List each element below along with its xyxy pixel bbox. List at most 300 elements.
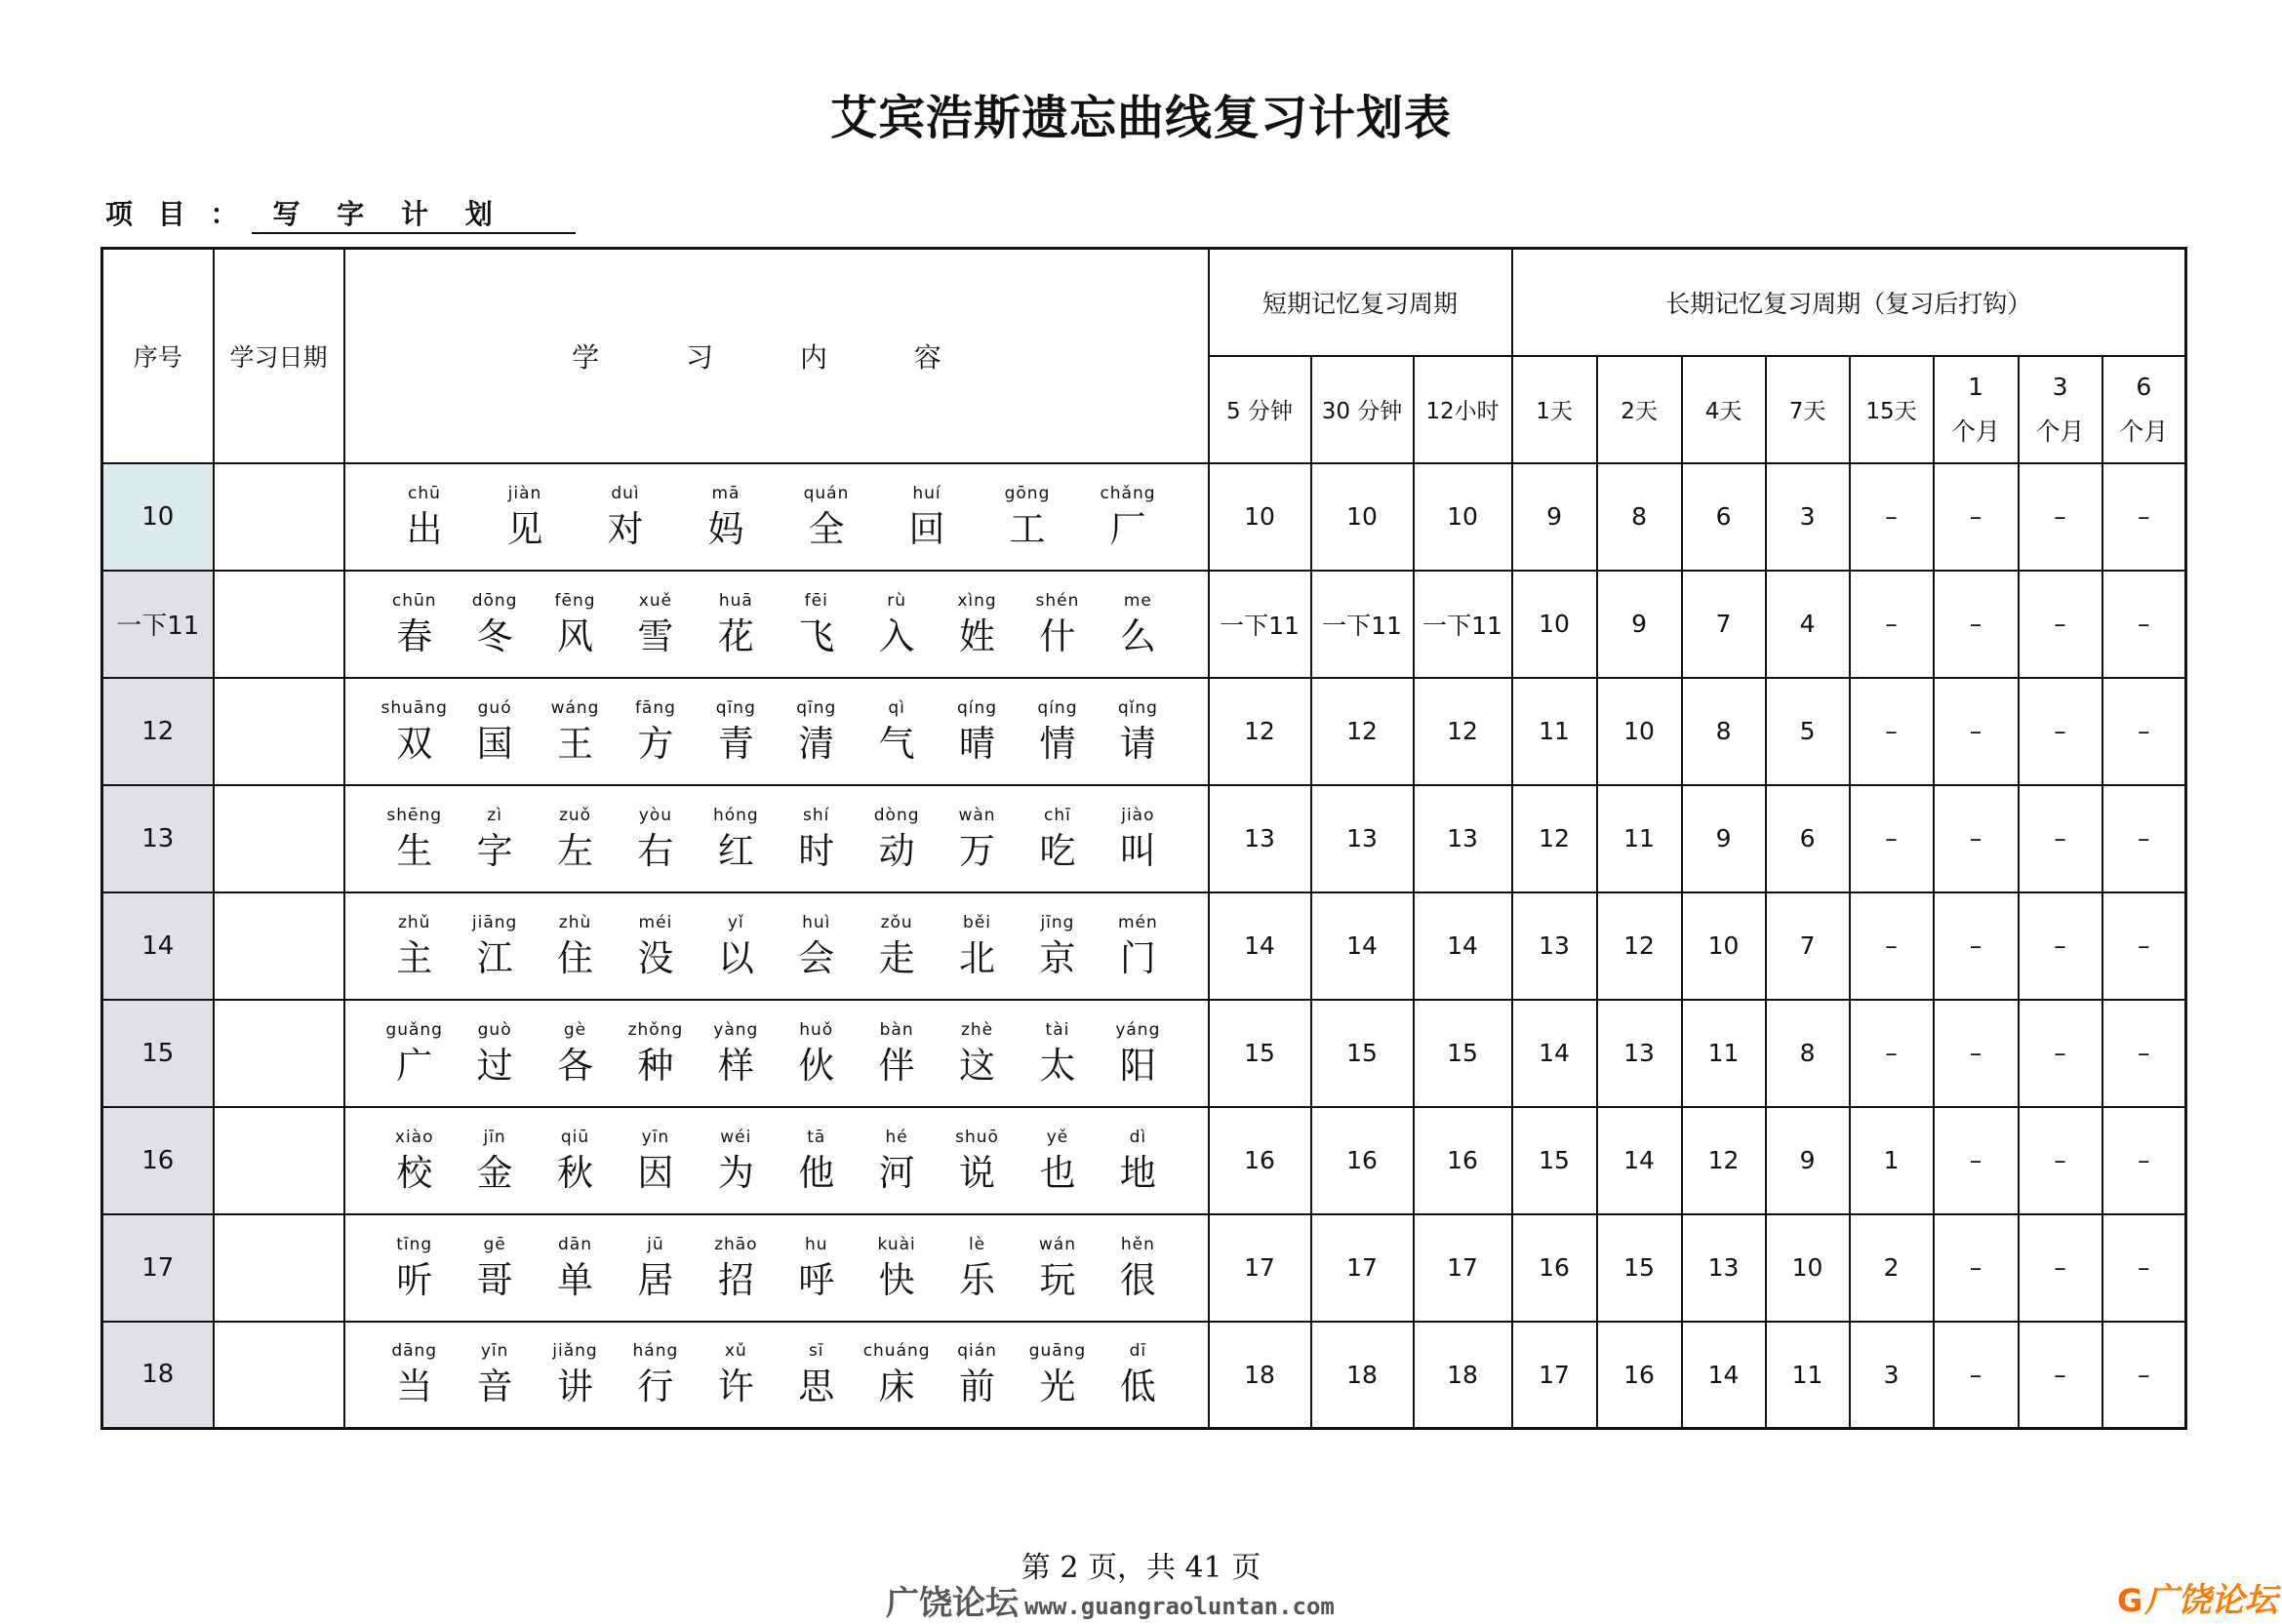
header-long-col: 2天 xyxy=(1597,356,1682,463)
char-item xyxy=(1098,695,1178,768)
short-review-cell[interactable]: 10 xyxy=(1311,463,1414,571)
project-line xyxy=(105,193,576,234)
logo-text: 广饶论坛 xyxy=(2144,1581,2278,1620)
char-list xyxy=(375,481,1179,553)
char-item xyxy=(676,481,777,553)
table-row xyxy=(102,1000,2186,1107)
short-review-cell[interactable]: 18 xyxy=(1311,1322,1414,1429)
char-item xyxy=(857,695,937,768)
month-review-cell[interactable]: – xyxy=(1934,1107,2019,1214)
short-review-cell[interactable]: 13 xyxy=(1311,785,1414,892)
char-item xyxy=(616,1017,696,1089)
page-footer: 第 2 页，共 41 页 xyxy=(1021,1551,1261,1585)
char-item xyxy=(857,1338,937,1410)
month-review-cell[interactable]: – xyxy=(1934,892,2019,1000)
long-review-cell[interactable]: – xyxy=(1850,1000,1934,1107)
long-review-cell[interactable]: 10 xyxy=(1682,892,1766,1000)
hanzi: 主 xyxy=(396,936,433,979)
hanzi: 招 xyxy=(717,1258,754,1301)
hanzi: 阳 xyxy=(1119,1044,1156,1087)
long-review-cell[interactable]: – xyxy=(1850,571,1934,678)
long-review-cell[interactable]: 15 xyxy=(1512,1107,1597,1214)
hanzi: 呼 xyxy=(798,1258,835,1301)
long-review-cell[interactable]: 9 xyxy=(1682,785,1766,892)
month-review-cell[interactable]: – xyxy=(2019,571,2102,678)
char-item xyxy=(777,1338,857,1410)
month-review-cell[interactable]: – xyxy=(1934,463,2019,571)
month-review-cell[interactable]: – xyxy=(2019,785,2102,892)
pinyin: huí xyxy=(912,483,941,503)
hanzi: 床 xyxy=(878,1366,915,1408)
hanzi: 生 xyxy=(396,829,433,872)
row-seq: 16 xyxy=(102,1107,214,1214)
table-row xyxy=(102,1107,2186,1214)
row-date-cell[interactable] xyxy=(214,1214,344,1322)
pinyin: zhǒng xyxy=(627,1019,684,1040)
pinyin: zhāo xyxy=(714,1234,758,1254)
pinyin: sī xyxy=(808,1341,824,1362)
pinyin: wán xyxy=(1038,1234,1076,1254)
char-item xyxy=(1018,1232,1098,1304)
char-item xyxy=(616,1232,696,1304)
pinyin: jīng xyxy=(1040,912,1075,932)
short-review-cell[interactable]: 12 xyxy=(1311,678,1414,785)
month-review-cell[interactable]: – xyxy=(2102,571,2186,678)
month-review-cell[interactable]: – xyxy=(2019,678,2102,785)
header-content: 学 习 内 容 xyxy=(344,249,1209,463)
long-review-cell[interactable]: 11 xyxy=(1766,1322,1850,1429)
char-item xyxy=(616,1338,696,1410)
pinyin: gōng xyxy=(1004,483,1051,503)
char-list xyxy=(375,1338,1179,1410)
hanzi: 见 xyxy=(506,507,543,550)
month-review-cell[interactable]: – xyxy=(2102,678,2186,785)
hanzi: 种 xyxy=(637,1044,674,1087)
char-item xyxy=(375,1125,455,1197)
pinyin: mā xyxy=(711,483,741,503)
hanzi: 秋 xyxy=(557,1151,594,1194)
pinyin: fēng xyxy=(554,590,596,611)
char-item xyxy=(535,588,615,660)
pinyin: chī xyxy=(1044,805,1071,825)
hanzi: 听 xyxy=(396,1258,433,1301)
hanzi: 前 xyxy=(959,1366,996,1408)
short-review-cell[interactable]: 17 xyxy=(1311,1214,1414,1322)
row-date-cell[interactable] xyxy=(214,571,344,678)
char-item xyxy=(857,910,937,982)
long-review-cell[interactable]: 6 xyxy=(1766,785,1850,892)
row-content xyxy=(344,785,1209,892)
hanzi: 王 xyxy=(557,722,594,765)
header-long-col: 15天 xyxy=(1850,356,1934,463)
hanzi: 北 xyxy=(959,936,996,979)
char-list xyxy=(375,1232,1179,1304)
watermark-url: www.guangraoluntan.com xyxy=(1024,1593,1335,1620)
char-item xyxy=(616,910,696,982)
short-review-cell[interactable]: 12 xyxy=(1414,678,1512,785)
char-item xyxy=(877,481,978,553)
hanzi: 妈 xyxy=(707,507,744,550)
long-review-cell[interactable]: 9 xyxy=(1597,571,1682,678)
long-review-cell[interactable]: 15 xyxy=(1597,1214,1682,1322)
short-review-cell[interactable]: 18 xyxy=(1209,1322,1311,1429)
long-review-cell[interactable]: 14 xyxy=(1597,1107,1682,1214)
pinyin: chǎng xyxy=(1100,483,1156,503)
month-review-cell[interactable]: – xyxy=(2102,1214,2186,1322)
row-date-cell[interactable] xyxy=(214,785,344,892)
month-review-cell[interactable]: – xyxy=(2019,1000,2102,1107)
month-review-cell[interactable]: – xyxy=(2019,463,2102,571)
long-review-cell[interactable]: 14 xyxy=(1512,1000,1597,1107)
long-review-cell[interactable]: – xyxy=(1850,785,1934,892)
long-review-cell[interactable]: 10 xyxy=(1597,678,1682,785)
row-content xyxy=(344,678,1209,785)
char-item xyxy=(1018,803,1098,875)
header-month-unit: 个月 xyxy=(1951,416,2001,446)
pinyin: jiàn xyxy=(507,483,542,503)
hanzi: 音 xyxy=(476,1366,513,1408)
long-review-cell[interactable]: 11 xyxy=(1682,1000,1766,1107)
hanzi: 因 xyxy=(637,1151,674,1194)
long-review-cell[interactable]: 10 xyxy=(1512,571,1597,678)
review-plan-table xyxy=(100,247,2187,1430)
month-review-cell[interactable]: – xyxy=(2102,463,2186,571)
long-review-cell[interactable]: 1 xyxy=(1850,1107,1934,1214)
row-seq: 12 xyxy=(102,678,214,785)
month-review-cell[interactable]: – xyxy=(2019,1214,2102,1322)
pinyin: shuāng xyxy=(380,697,448,718)
month-review-cell[interactable]: – xyxy=(1934,785,2019,892)
pinyin: lè xyxy=(968,1234,986,1254)
pinyin: guāng xyxy=(1028,1341,1087,1362)
hanzi: 会 xyxy=(798,936,835,979)
hanzi: 光 xyxy=(1039,1366,1076,1408)
row-content xyxy=(344,892,1209,1000)
long-review-cell[interactable]: 8 xyxy=(1766,1000,1850,1107)
char-item xyxy=(1098,803,1178,875)
hanzi: 当 xyxy=(396,1366,433,1408)
header-month-num: 1 xyxy=(1968,372,1983,401)
hanzi: 说 xyxy=(959,1151,996,1194)
short-review-cell[interactable]: 16 xyxy=(1209,1107,1311,1214)
short-review-cell[interactable]: 一下11 xyxy=(1414,571,1512,678)
month-review-cell[interactable]: – xyxy=(1934,1000,2019,1107)
header-seq: 序号 xyxy=(102,249,214,463)
long-review-cell[interactable]: 17 xyxy=(1512,1322,1597,1429)
hanzi: 行 xyxy=(637,1366,674,1408)
long-review-cell[interactable]: 9 xyxy=(1512,463,1597,571)
long-review-cell[interactable]: 3 xyxy=(1850,1322,1934,1429)
char-item xyxy=(375,481,475,553)
hanzi: 思 xyxy=(798,1366,835,1408)
short-review-cell[interactable]: 14 xyxy=(1209,892,1311,1000)
long-review-cell[interactable]: 4 xyxy=(1766,571,1850,678)
long-review-cell[interactable]: 16 xyxy=(1512,1214,1597,1322)
char-item xyxy=(857,1125,937,1197)
short-review-cell[interactable]: 一下11 xyxy=(1209,571,1311,678)
long-review-cell[interactable]: 5 xyxy=(1766,678,1850,785)
long-review-cell[interactable]: 16 xyxy=(1597,1322,1682,1429)
long-review-cell[interactable]: 11 xyxy=(1597,785,1682,892)
header-month-num: 3 xyxy=(2052,372,2068,401)
char-item xyxy=(777,910,857,982)
pinyin: dòng xyxy=(873,805,920,825)
pinyin: qián xyxy=(957,1341,997,1362)
short-review-cell[interactable]: 16 xyxy=(1311,1107,1414,1214)
pinyin: shén xyxy=(1035,590,1080,611)
hanzi: 对 xyxy=(607,507,644,550)
short-review-cell[interactable]: 一下11 xyxy=(1311,571,1414,678)
short-review-cell[interactable]: 16 xyxy=(1414,1107,1512,1214)
pinyin: zuǒ xyxy=(558,805,592,825)
row-date-cell[interactable] xyxy=(214,1107,344,1214)
pinyin: shēng xyxy=(386,805,443,825)
long-review-cell[interactable]: 11 xyxy=(1512,678,1597,785)
char-item xyxy=(455,1338,535,1410)
char-item xyxy=(375,803,455,875)
pinyin: mén xyxy=(1117,912,1158,932)
char-item xyxy=(1098,1232,1178,1304)
pinyin: tài xyxy=(1045,1019,1070,1040)
long-review-cell[interactable]: – xyxy=(1850,463,1934,571)
long-review-cell[interactable]: 3 xyxy=(1766,463,1850,571)
header-month-col xyxy=(1934,356,2019,463)
hanzi: 讲 xyxy=(557,1366,594,1408)
month-review-cell[interactable]: – xyxy=(1934,1322,2019,1429)
header-short-col: 30 分钟 xyxy=(1311,356,1414,463)
row-seq: 一下11 xyxy=(102,571,214,678)
month-review-cell[interactable]: – xyxy=(2019,1322,2102,1429)
hanzi: 居 xyxy=(637,1258,674,1301)
header-month-unit: 个月 xyxy=(2119,416,2169,446)
header-month-col xyxy=(2019,356,2102,463)
short-review-cell[interactable]: 13 xyxy=(1209,785,1311,892)
month-review-cell[interactable]: – xyxy=(1934,571,2019,678)
header-long-col: 1天 xyxy=(1512,356,1597,463)
char-item xyxy=(937,1338,1017,1410)
char-item xyxy=(777,1125,857,1197)
pinyin: yòu xyxy=(638,805,673,825)
month-review-cell[interactable]: – xyxy=(1934,678,2019,785)
hanzi: 许 xyxy=(717,1366,754,1408)
long-review-cell[interactable]: 9 xyxy=(1766,1107,1850,1214)
long-review-cell[interactable]: 12 xyxy=(1682,1107,1766,1214)
long-review-cell[interactable]: 12 xyxy=(1512,785,1597,892)
month-review-cell[interactable]: – xyxy=(2102,1322,2186,1429)
char-item xyxy=(535,1232,615,1304)
row-content xyxy=(344,1322,1209,1429)
short-review-cell[interactable]: 17 xyxy=(1414,1214,1512,1322)
char-list xyxy=(375,695,1179,768)
short-review-cell[interactable]: 14 xyxy=(1311,892,1414,1000)
hanzi: 左 xyxy=(557,829,594,872)
char-item xyxy=(696,1125,776,1197)
header-long-col: 4天 xyxy=(1682,356,1766,463)
hanzi: 也 xyxy=(1039,1151,1076,1194)
month-review-cell[interactable]: – xyxy=(1934,1214,2019,1322)
hanzi: 河 xyxy=(878,1151,915,1194)
short-review-cell[interactable]: 18 xyxy=(1414,1322,1512,1429)
month-review-cell[interactable]: – xyxy=(2102,785,2186,892)
row-content xyxy=(344,463,1209,571)
hanzi: 江 xyxy=(476,936,513,979)
project-value: 写 字 计 划 xyxy=(252,193,576,234)
short-review-cell[interactable]: 14 xyxy=(1414,892,1512,1000)
month-review-cell[interactable]: – xyxy=(2102,892,2186,1000)
month-review-cell[interactable]: – xyxy=(2102,1107,2186,1214)
hanzi: 厂 xyxy=(1109,507,1146,550)
long-review-cell[interactable]: 7 xyxy=(1766,892,1850,1000)
long-review-cell[interactable]: 10 xyxy=(1766,1214,1850,1322)
pinyin: guó xyxy=(477,697,512,718)
char-item xyxy=(777,1232,857,1304)
hanzi: 过 xyxy=(476,1044,513,1087)
char-item xyxy=(937,1125,1017,1197)
row-seq: 14 xyxy=(102,892,214,1000)
char-item xyxy=(696,1232,776,1304)
long-review-cell[interactable]: 13 xyxy=(1512,892,1597,1000)
pinyin: qì xyxy=(888,697,905,718)
header-short-col: 12小时 xyxy=(1414,356,1512,463)
month-review-cell[interactable]: – xyxy=(2102,1000,2186,1107)
site-logo xyxy=(2117,1573,2277,1621)
char-item xyxy=(455,1017,535,1089)
header-long-term: 长期记忆复习周期（复习后打钩） xyxy=(1512,249,2186,356)
pinyin: xìng xyxy=(957,590,997,611)
pinyin: guò xyxy=(477,1019,512,1040)
long-review-cell[interactable]: 7 xyxy=(1682,571,1766,678)
pinyin: quán xyxy=(803,483,850,503)
row-date-cell[interactable] xyxy=(214,1322,344,1429)
short-review-cell[interactable]: 12 xyxy=(1209,678,1311,785)
short-review-cell[interactable]: 15 xyxy=(1414,1000,1512,1107)
row-seq: 17 xyxy=(102,1214,214,1322)
table-row xyxy=(102,463,2186,571)
hanzi: 冬 xyxy=(476,614,513,657)
hanzi: 么 xyxy=(1119,614,1156,657)
hanzi: 地 xyxy=(1119,1151,1156,1194)
pinyin: kuài xyxy=(877,1234,916,1254)
char-item xyxy=(857,1232,937,1304)
hanzi: 没 xyxy=(637,936,674,979)
pinyin: tā xyxy=(807,1127,826,1147)
char-item xyxy=(777,1017,857,1089)
row-content xyxy=(344,1000,1209,1107)
header-month-num: 6 xyxy=(2136,372,2152,401)
hanzi: 低 xyxy=(1119,1366,1156,1408)
pinyin: hóng xyxy=(712,805,759,825)
char-item xyxy=(696,910,776,982)
char-item xyxy=(1098,910,1178,982)
table-row xyxy=(102,785,2186,892)
char-item xyxy=(1018,910,1098,982)
long-review-cell[interactable]: 14 xyxy=(1682,1322,1766,1429)
char-item xyxy=(616,695,696,768)
row-date-cell[interactable] xyxy=(214,892,344,1000)
hanzi: 国 xyxy=(476,722,513,765)
hanzi: 全 xyxy=(808,507,845,550)
short-review-cell[interactable]: 10 xyxy=(1209,463,1311,571)
hanzi: 回 xyxy=(908,507,945,550)
pinyin: duì xyxy=(611,483,640,503)
char-item xyxy=(937,803,1017,875)
hanzi: 住 xyxy=(557,936,594,979)
long-review-cell[interactable]: – xyxy=(1850,678,1934,785)
hanzi: 他 xyxy=(798,1151,835,1194)
pinyin: yīn xyxy=(480,1341,509,1362)
month-review-cell[interactable]: – xyxy=(2019,1107,2102,1214)
pinyin: dī xyxy=(1129,1341,1147,1362)
table-row xyxy=(102,1322,2186,1429)
char-item xyxy=(937,910,1017,982)
long-review-cell[interactable]: 8 xyxy=(1597,463,1682,571)
pinyin: hé xyxy=(885,1127,908,1147)
char-item xyxy=(535,1125,615,1197)
pinyin: huì xyxy=(802,912,831,932)
long-review-cell[interactable]: 12 xyxy=(1597,892,1682,1000)
long-review-cell[interactable]: – xyxy=(1850,892,1934,1000)
hanzi: 时 xyxy=(798,829,835,872)
char-item xyxy=(937,695,1017,768)
pinyin: fēi xyxy=(804,590,828,611)
long-review-cell[interactable]: 8 xyxy=(1682,678,1766,785)
hanzi: 为 xyxy=(717,1151,754,1194)
short-review-cell[interactable]: 10 xyxy=(1414,463,1512,571)
hanzi: 吃 xyxy=(1039,829,1076,872)
hanzi: 红 xyxy=(717,829,754,872)
long-review-cell[interactable]: 2 xyxy=(1850,1214,1934,1322)
short-review-cell[interactable]: 17 xyxy=(1209,1214,1311,1322)
pinyin: shí xyxy=(803,805,830,825)
char-item xyxy=(1018,695,1098,768)
short-review-cell[interactable]: 15 xyxy=(1311,1000,1414,1107)
char-item xyxy=(777,695,857,768)
char-item xyxy=(1018,1017,1098,1089)
char-list xyxy=(375,1017,1179,1089)
row-date-cell[interactable] xyxy=(214,1000,344,1107)
char-item xyxy=(937,1017,1017,1089)
long-review-cell[interactable]: 13 xyxy=(1597,1000,1682,1107)
long-review-cell[interactable]: 13 xyxy=(1682,1214,1766,1322)
hanzi: 工 xyxy=(1009,507,1046,550)
char-item xyxy=(696,1017,776,1089)
header-month-col xyxy=(2102,356,2186,463)
pinyin: qiū xyxy=(560,1127,590,1147)
hanzi: 万 xyxy=(959,829,996,872)
row-date-cell[interactable] xyxy=(214,463,344,571)
hanzi: 京 xyxy=(1039,936,1076,979)
short-review-cell[interactable]: 15 xyxy=(1209,1000,1311,1107)
long-review-cell[interactable]: 6 xyxy=(1682,463,1766,571)
char-item xyxy=(857,1017,937,1089)
header-short-term: 短期记忆复习周期 xyxy=(1209,249,1512,356)
hanzi: 右 xyxy=(637,829,674,872)
row-seq: 18 xyxy=(102,1322,214,1429)
char-list xyxy=(375,910,1179,982)
hanzi: 什 xyxy=(1039,614,1076,657)
page-title: 艾宾浩斯遗忘曲线复习计划表 xyxy=(829,91,1452,145)
char-item xyxy=(978,481,1078,553)
row-date-cell[interactable] xyxy=(214,678,344,785)
hanzi: 以 xyxy=(717,936,754,979)
month-review-cell[interactable]: – xyxy=(2019,892,2102,1000)
char-item xyxy=(937,588,1017,660)
short-review-cell[interactable]: 13 xyxy=(1414,785,1512,892)
pinyin: shuō xyxy=(955,1127,999,1147)
pinyin: qīng xyxy=(796,697,837,718)
char-item xyxy=(455,803,535,875)
char-item xyxy=(777,481,877,553)
